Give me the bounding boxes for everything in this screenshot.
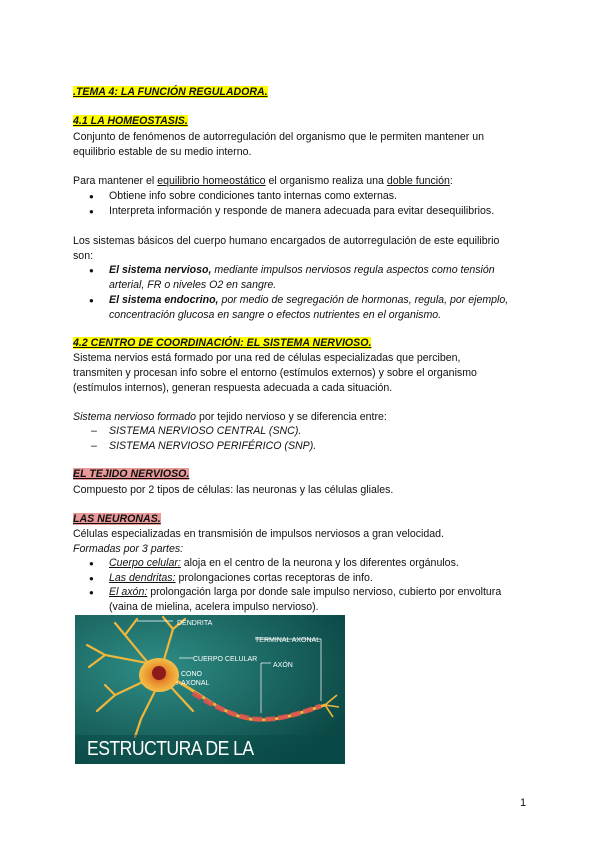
paragraph-line: Sistema nervioso formado por tejido nervioso y se diferencia entre:	[73, 411, 387, 423]
list-item: ● Cuerpo celular: aloja en el centro de la neurona y los diferentes orgánulos.	[89, 557, 459, 569]
list-item: ● Las dendritas: prolongaciones cortas receptoras de info.	[89, 572, 373, 584]
section-heading-homeostasis: 4.1 LA HOMEOSTASIS.	[73, 115, 188, 127]
label-dendrita: DENDRITA	[177, 620, 213, 627]
section-heading-tejido: EL TEJIDO NERVIOSO.	[73, 468, 190, 480]
label-terminal-axonal: TERMINAL AXONAL	[255, 637, 321, 644]
document-title: .TEMA 4: LA FUNCIÓN REGULADORA.	[73, 86, 268, 98]
section-heading-neuronas: LAS NEURONAS.	[73, 513, 161, 525]
list-item: ● Interpreta información y responde de manera adecuada para evitar desequilibrios.	[89, 205, 495, 217]
paragraph-line: Los sistemas básicos del cuerpo humano encargados de autorregulación de este equilibrio	[73, 235, 500, 247]
paragraph-line: Formadas por 3 partes:	[73, 543, 184, 555]
paragraph-line: son:	[73, 250, 94, 262]
label-cuerpo-celular: CUERPO CELULAR	[193, 656, 258, 663]
list-item: – SISTEMA NERVIOSO CENTRAL (SNC).	[91, 425, 302, 437]
figure-caption: ESTRUCTURA DE LA NEURONA	[87, 738, 253, 786]
paragraph-line: (estímulos internos), generan respuesta adecuada a cada situación.	[73, 382, 393, 394]
paragraph-line: equilibrio estable de su medio interno.	[73, 146, 252, 158]
paragraph-line: Conjunto de fenómenos de autorregulación del organismo que le permiten mantener un	[73, 131, 485, 143]
paragraph-line: Sistema nervios está formado por una red de células especializadas que perciben,	[73, 352, 461, 364]
paragraph-line: Para mantener el equilibrio homeostático el organismo realiza una doble función:	[73, 175, 453, 187]
label-cono-axonal: CONO AXONAL	[181, 671, 210, 687]
section-heading-sistema-nervioso: 4.2 CENTRO DE COORDINACIÓN: EL SISTEMA NERVIOSO.	[73, 337, 372, 349]
paragraph-line: transmiten y procesan info sobre el entorno (estímulos externos) y sobre el organismo	[73, 367, 477, 379]
list-item: ● Obtiene info sobre condiciones tanto internas como externas.	[89, 190, 397, 202]
label-axon: AXÓN	[273, 662, 293, 669]
list-item: – SISTEMA NERVIOSO PERIFÉRICO (SNP).	[91, 440, 317, 452]
paragraph-line: Compuesto por 2 tipos de células: las neuronas y las células gliales.	[73, 484, 394, 496]
page-number: 1	[520, 797, 527, 809]
paragraph-line: Células especializadas en transmisión de impulsos nerviosos a gran velocidad.	[73, 528, 444, 540]
neuron-diagram-figure	[75, 615, 345, 786]
